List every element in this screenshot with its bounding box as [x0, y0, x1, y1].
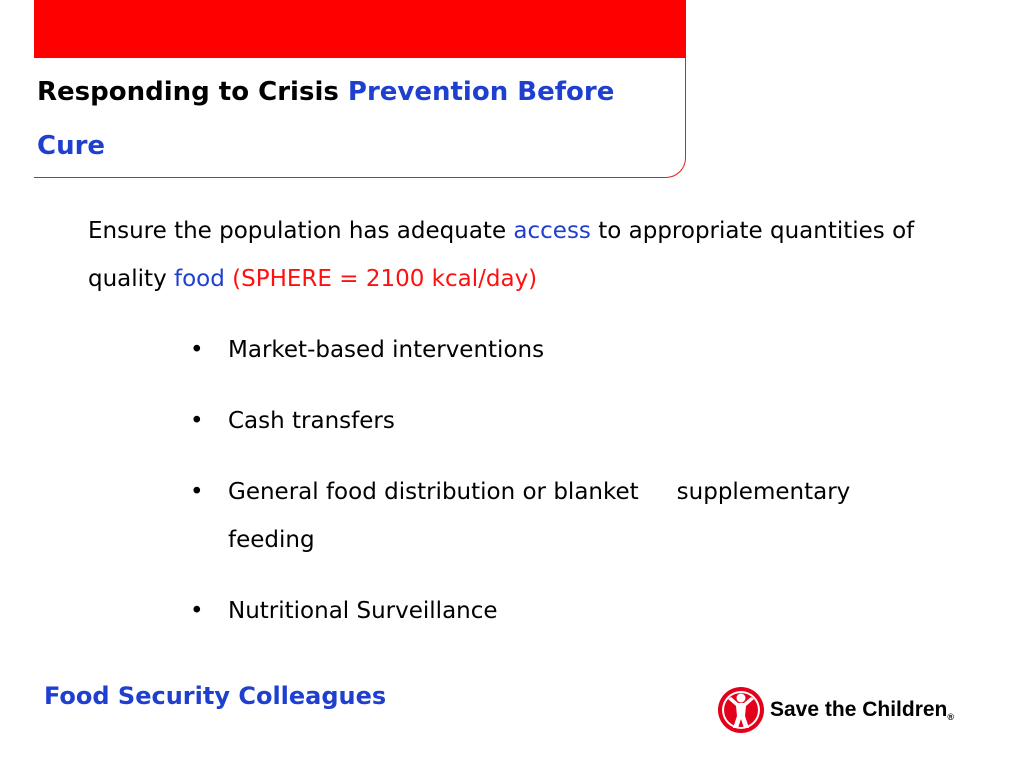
bullet-item — [190, 326, 910, 374]
bullet-dot: • — [190, 598, 204, 624]
bullet-dot: • — [190, 337, 204, 363]
bullet-text-wrap: feeding — [228, 527, 315, 553]
bullet-item — [190, 587, 910, 635]
bullet-list — [190, 326, 910, 658]
footer-caption: Food Security Colleagues — [44, 682, 387, 710]
title-black-part: Responding to Crisis — [37, 77, 348, 107]
bullet-dot: • — [190, 479, 204, 505]
save-the-children-logo — [716, 685, 954, 735]
bullet-text: Cash transfers — [228, 408, 395, 434]
logo-wordmark-text: Save the Children — [770, 698, 948, 721]
title-blue-part-2: Cure — [37, 131, 106, 161]
bullet-item — [190, 468, 910, 564]
body-text-1: Ensure the population has adequate — [88, 218, 514, 244]
logo-wordmark — [770, 698, 954, 722]
body-text-2: to appropriate quantities of quality — [88, 218, 915, 292]
slide-title — [37, 65, 637, 173]
bullet-text: Nutritional Surveillance — [228, 598, 498, 624]
body-access-word: access — [513, 218, 591, 244]
bullet-text-cont: supplementary — [676, 479, 851, 505]
body-food-word: food — [174, 266, 225, 292]
body-paragraph — [88, 207, 968, 303]
body-sphere-note: (SPHERE = 2100 kcal/day) — [224, 266, 538, 292]
registered-mark: ® — [947, 712, 955, 722]
title-box — [34, 0, 686, 178]
title-blue-part: Prevention Before — [347, 77, 615, 107]
bullet-dot: • — [190, 408, 204, 434]
save-the-children-logo-icon — [716, 685, 766, 735]
bullet-text: Market-based interventions — [228, 337, 545, 363]
bullet-item — [190, 397, 910, 445]
bullet-text: General food distribution or blanket — [228, 479, 639, 505]
title-red-bar — [34, 0, 686, 58]
